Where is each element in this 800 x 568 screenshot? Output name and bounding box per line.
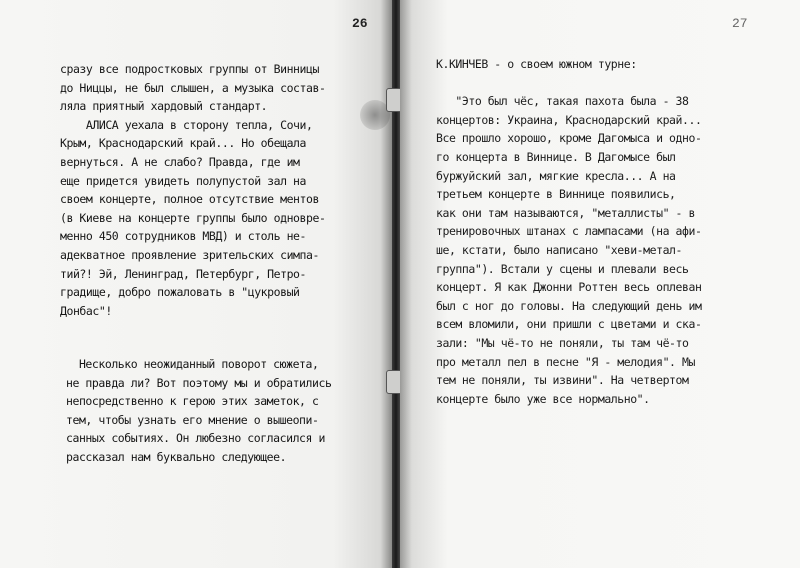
left-page (0, 0, 392, 568)
left-paragraph-1: сразу все подростковых группы от Винницы до Ниццы, не был слышен, а музыка состав- ляла приятный хардовый стандарт. АЛИСА уехала в сторону тепла, Сочи, Крым, Краснодарский край... Но обещала вернуться. А не слабо? Правда, где им еще придется увидеть полупустой зал на своем концерте, полное отсутствие ментов (в Киеве на концерте группы было одновре- менно 450 сотрудников МВД) и столь не- адекватное проявление зрительских симпа- тий?! Эй, Ленинград, Петербург, Петро- градище, добро пожаловать в "цукровый Донбас"! (60, 62, 326, 318)
page-number-left: 26 (352, 16, 368, 31)
right-page (400, 0, 800, 568)
right-paragraph-1: К.КИНЧЕВ - о своем южном турне: "Это был чёс, такая пахота была - 38 концертов: Украина, Краснодарский край... Все прошло хорошо, кроме Дагомыса и одно- го концерта в Виннице. В Дагомысе был буржуйский зал, мягкие кресла... А на третьем концерте в Виннице появились, как они там называются, "металлисты" - в тренировочных штанах с лампасами (на афи- ше, кстати, было написано "хеви-метал- группа"). Встали у сцены и плевали весь концерт. Я как Джонни Роттен весь оплеван был с ног до головы. На следующий день им всем вломили, они пришли с цветами и ска- зали: "Мы чё-то не поняли, ты там чё-то про металл пел в песне "Я - мелодия". Мы тем не поняли, ты извини". На четвертом концерте было уже все нормально". (436, 57, 702, 406)
page-number-right: 27 (732, 16, 748, 31)
book-gutter (392, 0, 400, 568)
left-paragraph-2: Несколько неожиданный поворот сюжета, не правда ли? Вот поэтому мы и обратились непосредственно к герою этих заметок, с тем, чтобы узнать его мнение о вышеопи- санных событиях. Он любезно согласился и рассказал нам буквально следующее. (66, 357, 332, 464)
